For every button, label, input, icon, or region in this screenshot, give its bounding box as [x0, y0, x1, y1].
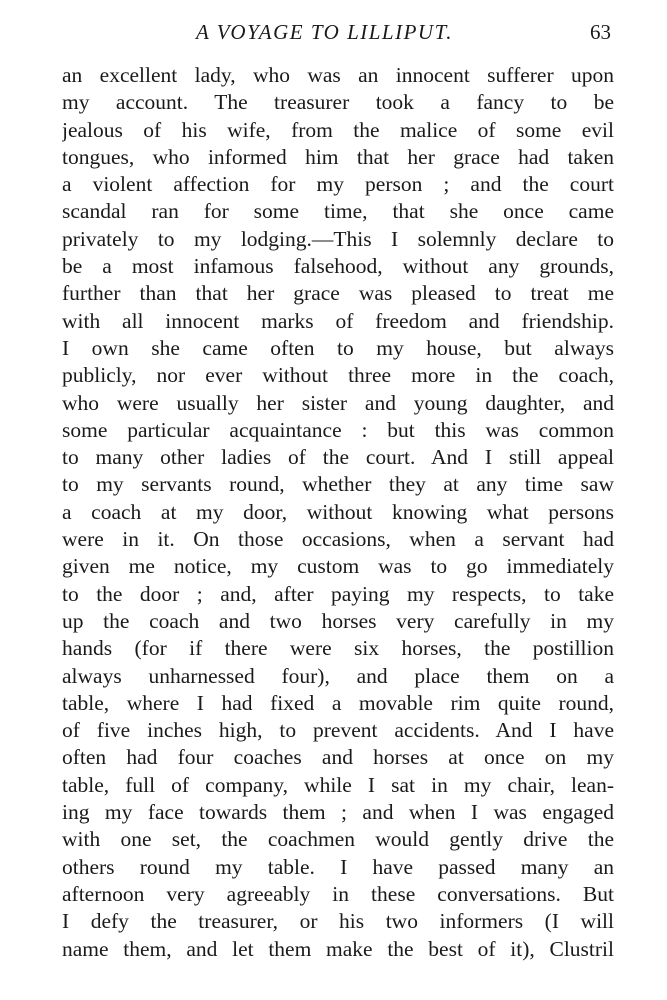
- text-line: often had four coaches and horses at once on my: [62, 745, 614, 770]
- text-line: afternoon very agreeably in these conversations. But: [62, 881, 614, 906]
- text-line: tongues, who informed him that her grace had taken: [62, 144, 614, 169]
- text-line: were in it. On those occasions, when a servant had: [62, 527, 614, 552]
- text-line: I own she came often to my house, but always: [62, 335, 614, 360]
- text-line: a violent affection for my person ; and the court: [62, 172, 614, 197]
- text-line: I defy the treasurer, or his two informers (I will: [62, 909, 614, 934]
- text-line: always unharnessed four), and place them on a: [62, 663, 614, 688]
- text-line: scandal ran for some time, that she once came: [62, 199, 614, 224]
- text-line: table, full of company, while I sat in my chair, lean-: [62, 772, 614, 797]
- text-line: to the door ; and, after paying my respects, to take: [62, 581, 614, 606]
- text-line: table, where I had fixed a movable rim quite round,: [62, 690, 614, 715]
- text-line: be a most infamous falsehood, without any grounds,: [62, 254, 614, 279]
- text-line: jealous of his wife, from the malice of some evil: [62, 117, 614, 142]
- text-line: name them, and let them make the best of it), Clustril: [62, 936, 614, 961]
- text-line: my account. The treasurer took a fancy to be: [62, 90, 614, 115]
- text-line: further than that her grace was pleased to treat me: [62, 281, 614, 306]
- text-line: given me notice, my custom was to go immediately: [62, 554, 614, 579]
- page-number: 63: [590, 20, 611, 44]
- text-line: an excellent lady, who was an innocent sufferer upon: [62, 63, 614, 87]
- text-line: with one set, the coachmen would gently drive the: [62, 827, 614, 852]
- text-line: some particular acquaintance : but this was common: [62, 417, 614, 442]
- text-line: with all innocent marks of freedom and friendship.: [62, 308, 614, 333]
- text-line: privately to my lodging.—This I solemnly declare to: [62, 226, 614, 251]
- running-title: A VOYAGE TO LILLIPUT.: [196, 20, 453, 44]
- text-line: up the coach and two horses very carefully in my: [62, 608, 614, 633]
- text-line: of five inches high, to prevent accidents. And I have: [62, 718, 614, 743]
- text-line: a coach at my door, without knowing what persons: [62, 499, 614, 524]
- text-line: to my servants round, whether they at any time saw: [62, 472, 614, 497]
- text-line: to many other ladies of the court. And I still appeal: [62, 445, 614, 470]
- body-text: [62, 62, 614, 963]
- text-line: publicly, nor ever without three more in the coach,: [62, 363, 614, 388]
- text-line: hands (for if there were six horses, the postillion: [62, 636, 614, 661]
- text-line: ing my face towards them ; and when I was engaged: [62, 800, 614, 825]
- text-line: others round my table. I have passed many an: [62, 854, 614, 879]
- text-line: who were usually her sister and young daughter, and: [62, 390, 614, 415]
